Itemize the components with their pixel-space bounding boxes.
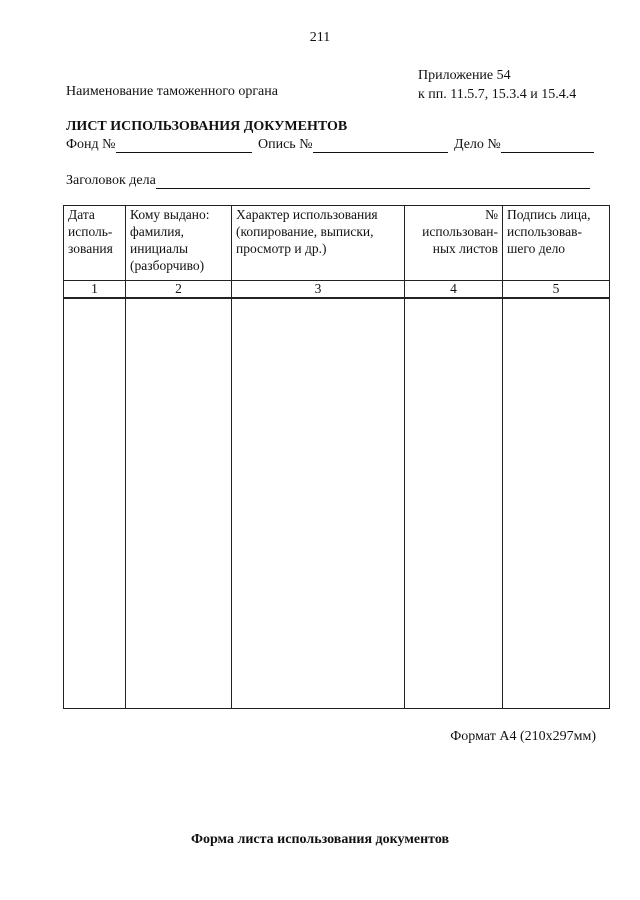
appendix-reference: [418, 66, 576, 104]
opis-input-line[interactable]: [313, 138, 448, 153]
document-title: ЛИСТ ИСПОЛЬЗОВАНИЯ ДОКУМЕНТОВ: [66, 119, 348, 134]
appendix-title: Приложение 54: [418, 68, 511, 83]
column-number: 3: [232, 281, 405, 299]
page-number: 211: [309, 30, 331, 45]
header-usage-type: Характер использования (копирование, выписки, просмотр и др.): [232, 206, 405, 281]
form-caption: Форма листа использования документов: [190, 832, 450, 847]
fond-input-line[interactable]: [116, 138, 252, 153]
format-note: Формат А4 (210x297мм): [450, 729, 596, 744]
appendix-paragraphs: к пп. 11.5.7, 15.3.4 и 15.4.4: [418, 87, 577, 102]
table-header-row: [64, 206, 610, 281]
case-heading-label: Заголовок дела: [66, 173, 156, 188]
header-usage-date: Дата исполь- зования: [64, 206, 126, 281]
table-cell[interactable]: [503, 298, 610, 709]
delo-field: [454, 137, 594, 153]
table-cell[interactable]: [232, 298, 405, 709]
column-number: 4: [405, 281, 503, 299]
opis-field: [258, 137, 448, 153]
case-heading-input-line[interactable]: [156, 174, 590, 189]
table-cell[interactable]: [405, 298, 503, 709]
fond-field: [66, 137, 252, 153]
delo-input-line[interactable]: [501, 138, 594, 153]
opis-label: Опись №: [258, 137, 313, 152]
column-number-row: [64, 281, 610, 299]
header-issued-to: Кому выдано: фамилия, инициалы (разборчиво): [126, 206, 232, 281]
table-cell[interactable]: [64, 298, 126, 709]
customs-authority-label: Наименование таможенного органа: [66, 84, 278, 99]
header-signature: Подпись лица, использовав- шего дело: [503, 206, 610, 281]
case-heading-field: [66, 173, 590, 189]
usage-log-table: [63, 205, 610, 709]
table-cell[interactable]: [126, 298, 232, 709]
header-sheet-count: № использован- ных листов: [405, 206, 503, 281]
fond-label: Фонд №: [66, 137, 116, 152]
delo-label: Дело №: [454, 137, 501, 152]
column-number: 5: [503, 281, 610, 299]
column-number: 1: [64, 281, 126, 299]
column-number: 2: [126, 281, 232, 299]
table-row: [64, 298, 610, 709]
